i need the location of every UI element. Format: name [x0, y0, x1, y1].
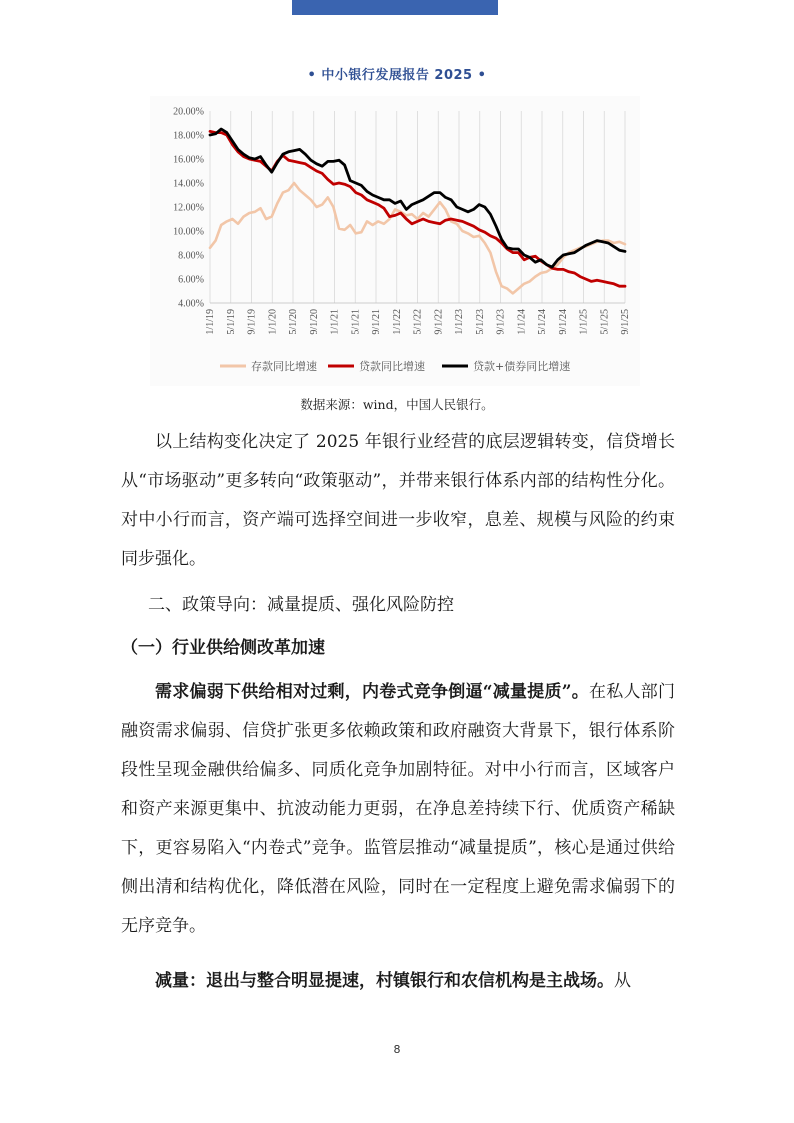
x-tick-label: 1/1/24: [516, 309, 528, 335]
legend-label-1: 存款同比增速: [251, 360, 317, 373]
x-tick-label: 1/1/22: [391, 309, 403, 335]
x-tick-label: 5/1/21: [350, 309, 362, 335]
section-heading: 二、政策导向：减量提质、强化风险防控: [148, 595, 454, 615]
paragraph-3-lead: 减量：退出与整合明显提速，村镇银行和农信机构是主战场。: [155, 971, 614, 991]
x-tick-label: 5/1/19: [225, 309, 237, 335]
y-tick-label: 20.00%: [173, 106, 204, 118]
running-header: • 中小银行发展报告 2025 •: [307, 68, 487, 83]
paragraph-2-body: 在私人部门融资需求偏弱、信贷扩张更多依赖政策和政府融资大背景下，银行体系阶段性呈现金融供给偏多、同质化竞争加剧特征。对中小行而言，区域客户和资产来源更集中、抗波动能力更弱，在净息差持续下行、优质资产稀缺下，更容易陷入“内卷式”竞争。监管层推动“减量提质”，核心是通过供给侧出清和结构优化，降低潜在风险，同时在一定程度上避免需求偏弱下的无序竞争。: [121, 682, 676, 936]
y-tick-label: 6.00%: [178, 274, 204, 286]
y-tick-label: 4.00%: [178, 298, 204, 310]
x-tick-label: 1/1/23: [454, 309, 465, 335]
y-tick-label: 10.00%: [173, 226, 204, 238]
y-tick-label: 12.00%: [173, 202, 204, 214]
x-tick-label: 1/1/20: [267, 309, 279, 335]
body-paragraph-3: [121, 962, 675, 1001]
legend-label-2: 贷款同比增速: [359, 360, 425, 373]
x-tick-label: 9/1/19: [246, 309, 258, 335]
x-tick-label: 9/1/24: [557, 309, 569, 335]
x-tick-label: 9/1/22: [433, 309, 445, 335]
x-tick-label: 1/1/19: [205, 309, 216, 335]
x-tick-label: 5/1/25: [599, 309, 611, 335]
x-tick-label: 9/1/21: [371, 309, 382, 335]
x-tick-label: 1/1/21: [329, 309, 341, 335]
page-number: 8: [393, 1043, 401, 1056]
chart-svg: [150, 96, 640, 386]
x-tick-label: 9/1/25: [620, 309, 631, 335]
figure-source: 数据来源：wind，中国人民银行。: [300, 397, 494, 412]
y-tick-label: 18.00%: [173, 130, 204, 142]
y-tick-label: 8.00%: [178, 250, 204, 262]
y-tick-label: 14.00%: [173, 178, 204, 190]
x-tick-label: 5/1/24: [537, 309, 548, 335]
legend-label-3: 贷款+债券同比增速: [473, 360, 571, 373]
x-tick-label: 5/1/22: [412, 309, 424, 335]
x-tick-label: 5/1/23: [474, 309, 486, 335]
subsection-heading: （一）行业供给侧改革加速: [121, 638, 325, 658]
x-tick-label: 9/1/23: [495, 309, 507, 335]
body-paragraph-1: 以上结构变化决定了 2025 年银行业经营的底层逻辑转变，信贷增长从“市场驱动”更多转向“政策驱动”，并带来银行体系内部的结构性分化。对中小行而言，资产端可选择空间进一步收窄，息差、规模与风险的约束同步强化。: [121, 432, 675, 569]
x-tick-label: 1/1/25: [578, 309, 590, 335]
header-accent-bar: [292, 0, 498, 15]
paragraph-3-body: 从: [614, 971, 631, 991]
paragraph-2-lead: 需求偏弱下供给相对过剩，内卷式竞争倒逼“减量提质”。: [155, 682, 590, 702]
x-tick-label: 9/1/20: [308, 309, 320, 335]
x-tick-label: 5/1/20: [288, 309, 299, 335]
body-paragraph-2: [121, 673, 675, 946]
line-chart: [150, 96, 640, 386]
y-tick-label: 16.00%: [173, 154, 204, 166]
